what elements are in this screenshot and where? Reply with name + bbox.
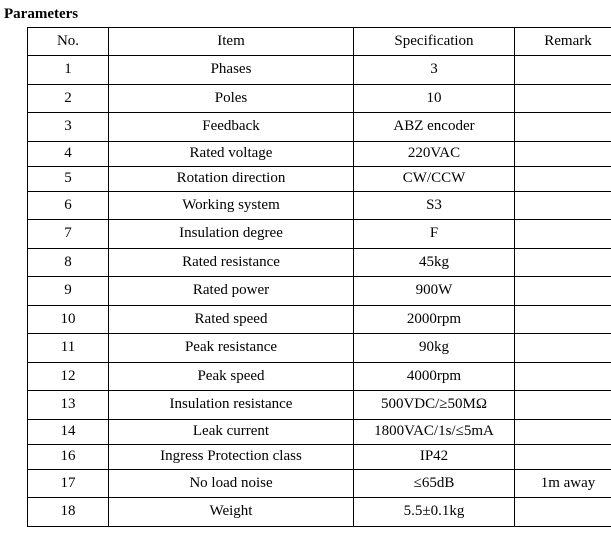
table-row (28, 362, 611, 391)
table-row (28, 305, 611, 334)
table-row (28, 419, 611, 444)
cell-no: 13 (28, 391, 109, 420)
page-title: Parameters (4, 6, 79, 22)
cell-no: 3 (28, 113, 109, 142)
header-remark: Remark (515, 28, 611, 56)
table-row (28, 277, 611, 306)
cell-item: Ingress Protection class (109, 444, 354, 469)
cell-remark (515, 113, 611, 142)
cell-remark: 1m away (515, 469, 611, 498)
cell-item: Working system (109, 191, 354, 220)
cell-no: 8 (28, 248, 109, 277)
cell-specification: 45kg (354, 248, 515, 277)
cell-item: Phases (109, 56, 354, 85)
cell-no: 17 (28, 469, 109, 498)
table-row (28, 141, 611, 166)
cell-remark (515, 141, 611, 166)
cell-item: Rotation direction (109, 166, 354, 191)
cell-item: Rated voltage (109, 141, 354, 166)
cell-specification: 1800VAC/1s/≤5mA (354, 419, 515, 444)
header-item: Item (109, 28, 354, 56)
cell-specification: 220VAC (354, 141, 515, 166)
cell-item: No load noise (109, 469, 354, 498)
table-row (28, 166, 611, 191)
cell-item: Rated resistance (109, 248, 354, 277)
table-row (28, 444, 611, 469)
header-no: No. (28, 28, 109, 56)
cell-item: Peak speed (109, 362, 354, 391)
table-row (28, 391, 611, 420)
cell-specification: 2000rpm (354, 305, 515, 334)
table-row (28, 498, 611, 527)
cell-no: 7 (28, 220, 109, 249)
table-row (28, 84, 611, 113)
cell-item: Weight (109, 498, 354, 527)
cell-no: 14 (28, 419, 109, 444)
cell-specification: 900W (354, 277, 515, 306)
cell-specification: ABZ encoder (354, 113, 515, 142)
cell-specification: 500VDC/≥50MΩ (354, 391, 515, 420)
cell-no: 18 (28, 498, 109, 527)
cell-no: 11 (28, 334, 109, 363)
cell-specification: F (354, 220, 515, 249)
cell-remark (515, 166, 611, 191)
cell-remark (515, 334, 611, 363)
table-row (28, 334, 611, 363)
cell-remark (515, 56, 611, 85)
cell-specification: 90kg (354, 334, 515, 363)
cell-remark (515, 84, 611, 113)
cell-specification: 3 (354, 56, 515, 85)
cell-specification: 4000rpm (354, 362, 515, 391)
table-row (28, 220, 611, 249)
table-row (28, 56, 611, 85)
cell-item: Rated power (109, 277, 354, 306)
cell-remark (515, 248, 611, 277)
table-row (28, 248, 611, 277)
cell-remark (515, 277, 611, 306)
cell-remark (515, 305, 611, 334)
cell-remark (515, 220, 611, 249)
cell-remark (515, 444, 611, 469)
table-header-row (28, 28, 611, 56)
table-row (28, 113, 611, 142)
cell-remark (515, 191, 611, 220)
cell-no: 2 (28, 84, 109, 113)
cell-item: Insulation resistance (109, 391, 354, 420)
header-specification: Specification (354, 28, 515, 56)
parameters-table (27, 27, 611, 527)
cell-item: Peak resistance (109, 334, 354, 363)
cell-remark (515, 419, 611, 444)
cell-item: Feedback (109, 113, 354, 142)
cell-no: 12 (28, 362, 109, 391)
table-row (28, 469, 611, 498)
cell-specification: CW/CCW (354, 166, 515, 191)
cell-remark (515, 362, 611, 391)
cell-no: 1 (28, 56, 109, 85)
cell-item: Leak current (109, 419, 354, 444)
cell-no: 10 (28, 305, 109, 334)
cell-remark (515, 391, 611, 420)
cell-no: 16 (28, 444, 109, 469)
cell-item: Rated speed (109, 305, 354, 334)
table-row (28, 191, 611, 220)
cell-specification: 10 (354, 84, 515, 113)
cell-specification: ≤65dB (354, 469, 515, 498)
cell-no: 5 (28, 166, 109, 191)
cell-specification: 5.5±0.1kg (354, 498, 515, 527)
cell-no: 9 (28, 277, 109, 306)
cell-remark (515, 498, 611, 527)
cell-item: Insulation degree (109, 220, 354, 249)
cell-specification: IP42 (354, 444, 515, 469)
cell-no: 4 (28, 141, 109, 166)
cell-no: 6 (28, 191, 109, 220)
cell-item: Poles (109, 84, 354, 113)
cell-specification: S3 (354, 191, 515, 220)
